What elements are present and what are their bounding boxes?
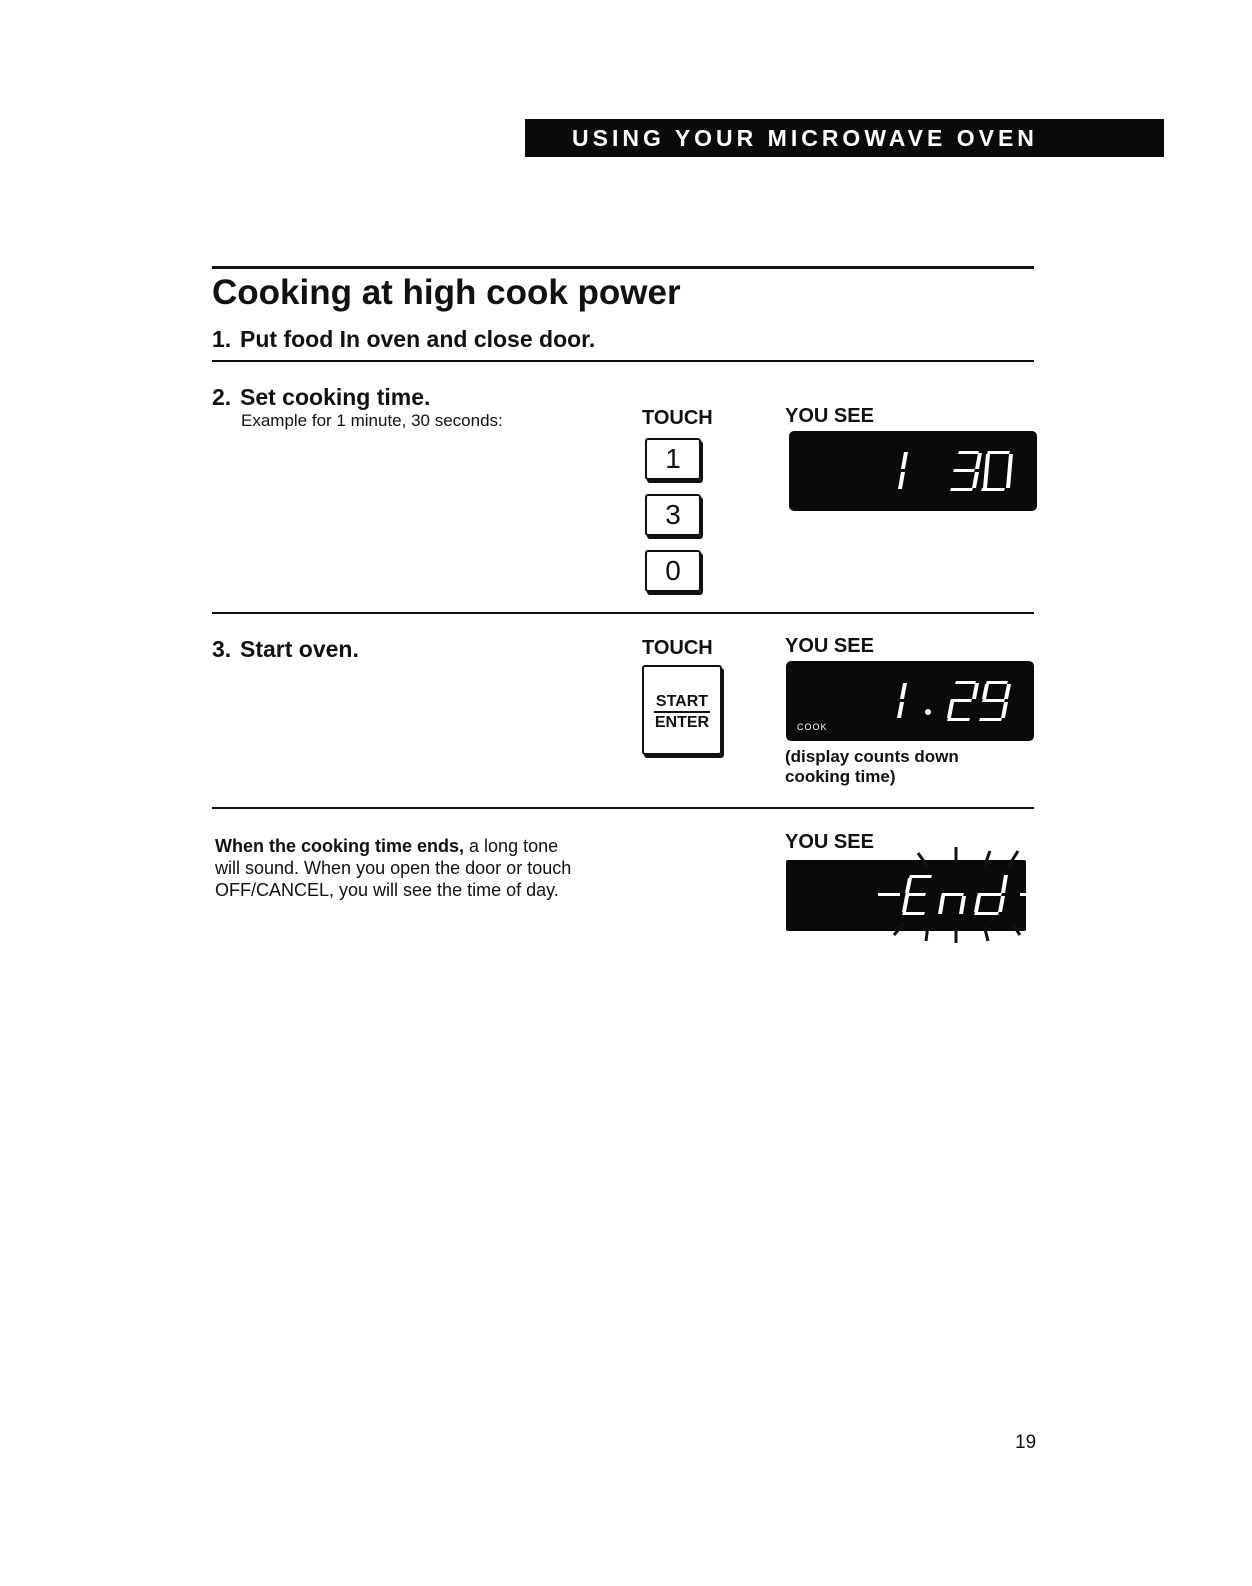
section-header-bar: USING YOUR MICROWAVE OVEN xyxy=(525,119,1164,157)
page-title: Cooking at high cook power xyxy=(212,273,681,312)
cook-indicator: COOK xyxy=(797,722,828,732)
step-3-you-see-label: YOU SEE xyxy=(785,635,874,657)
end-description xyxy=(215,835,635,901)
key-3-button[interactable]: 3 xyxy=(645,494,701,536)
enter-label: ENTER xyxy=(654,714,710,731)
step-1-text: Put food In oven and close door. xyxy=(240,326,596,352)
step-3-touch-label: TOUCH xyxy=(642,637,713,659)
step-2 xyxy=(212,384,430,411)
display-step-3 xyxy=(786,661,1034,741)
step-2-text: Set cooking time. xyxy=(240,384,431,410)
display-note-line-2: cooking time) xyxy=(785,767,896,786)
step-2-you-see-label: YOU SEE xyxy=(785,405,874,427)
end-lead: When the cooking time ends, xyxy=(215,836,465,856)
step-3-text: Start oven. xyxy=(240,636,359,662)
end-description-line-2: will sound. When you open the door or touch xyxy=(215,858,572,878)
end-you-see-label: YOU SEE xyxy=(785,831,874,853)
step-1 xyxy=(212,326,595,353)
start-label: START xyxy=(654,693,710,713)
page-number: 19 xyxy=(1015,1432,1037,1453)
display-step-2 xyxy=(789,431,1037,511)
step-3-number: 3. xyxy=(212,636,232,662)
divider-2 xyxy=(212,612,1034,614)
end-description-line-3: OFF/CANCEL, you will see the time of day. xyxy=(215,880,559,900)
end-description-line-1 xyxy=(215,835,635,857)
step-2-number: 2. xyxy=(212,384,232,410)
step-3 xyxy=(212,636,359,663)
step-2-example: Example for 1 minute, 30 seconds: xyxy=(241,411,503,430)
start-enter-button[interactable] xyxy=(642,665,722,755)
step-2-touch-label: TOUCH xyxy=(642,407,713,429)
divider-1 xyxy=(212,360,1034,362)
key-0-button[interactable]: 0 xyxy=(645,550,701,592)
key-1-button[interactable]: 1 xyxy=(645,438,701,480)
step-1-number: 1. xyxy=(212,326,232,352)
display-1-30-digits xyxy=(789,431,1037,511)
divider-3 xyxy=(212,807,1034,809)
end-flashing-digits xyxy=(870,845,1040,945)
display-note xyxy=(785,747,959,787)
end-line-1-rest: a long tone xyxy=(464,836,559,856)
title-rule xyxy=(212,266,1034,269)
display-note-line-1: (display counts down xyxy=(785,747,959,766)
